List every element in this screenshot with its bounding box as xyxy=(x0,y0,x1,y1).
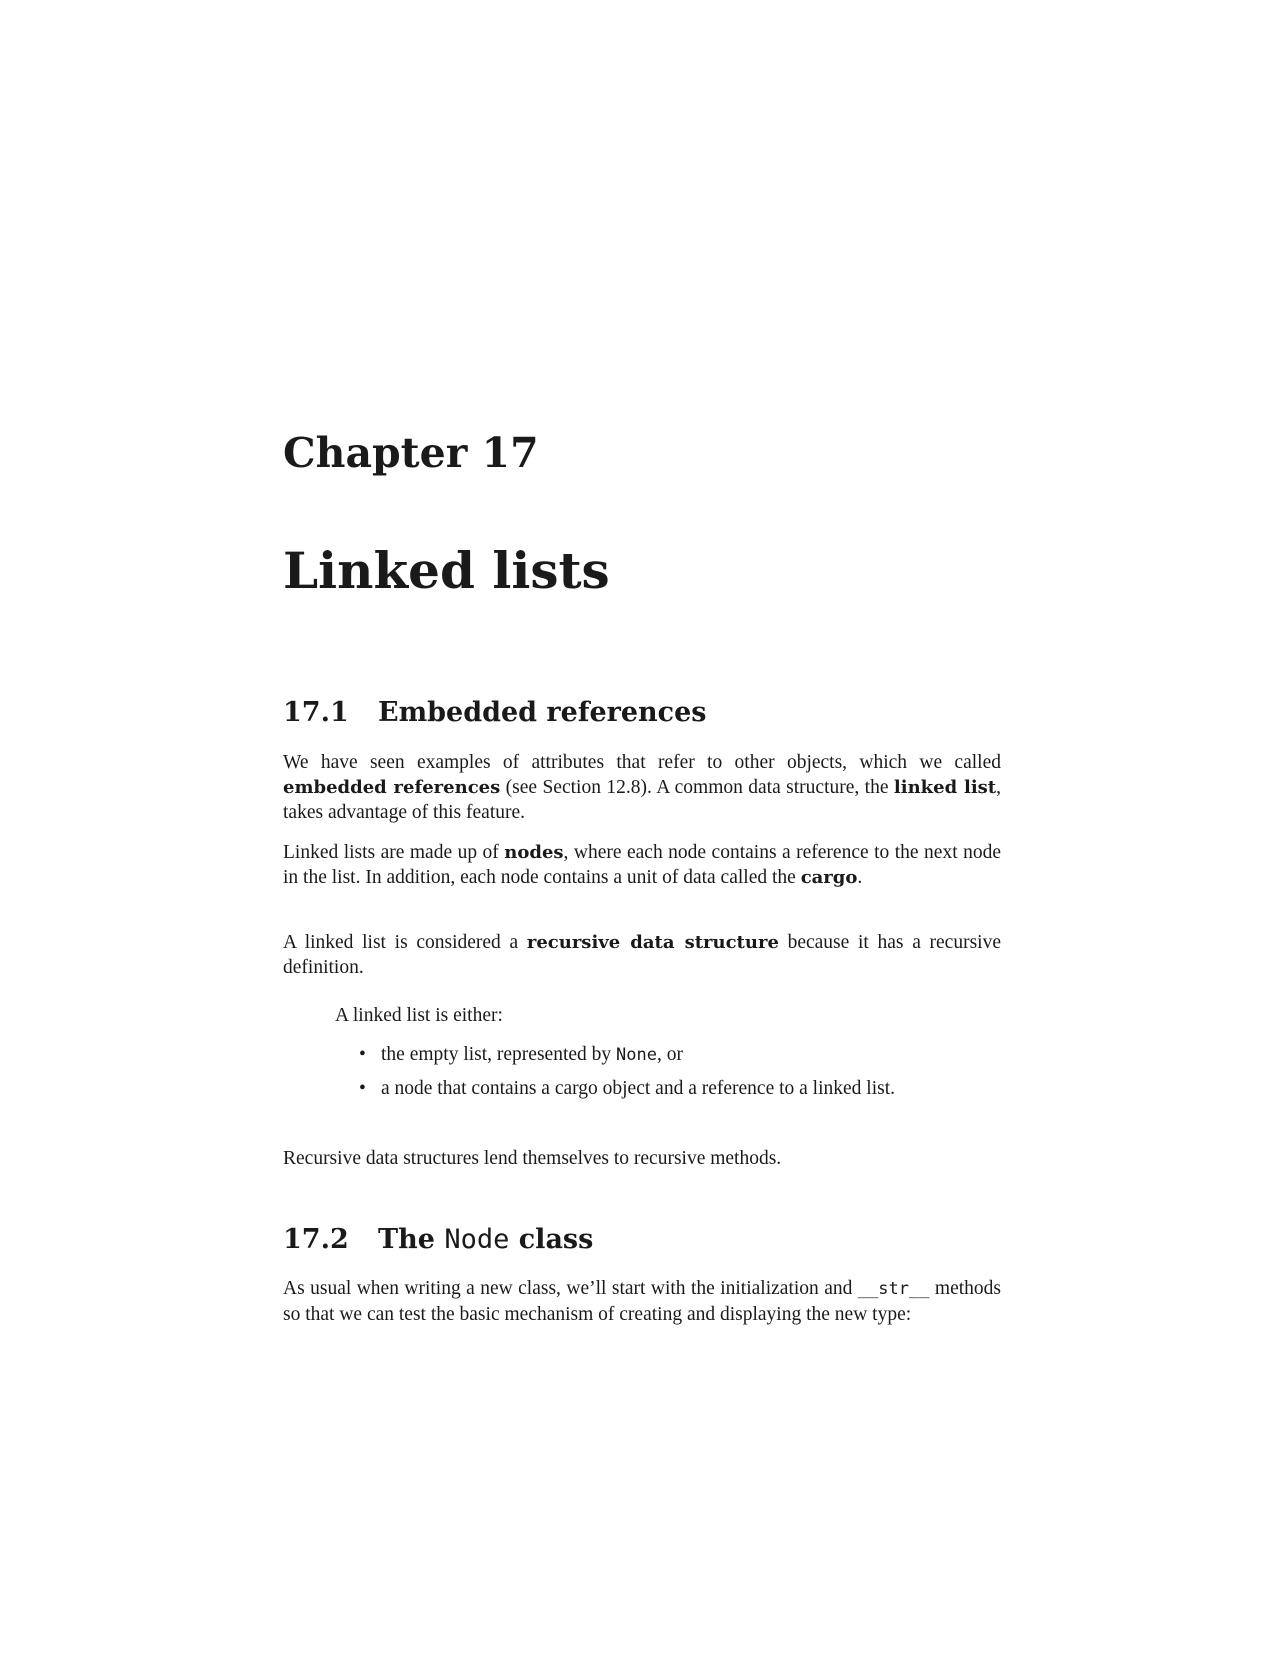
text-run: because it has a recursive definition. xyxy=(283,932,1001,978)
text-run: , or xyxy=(656,1044,683,1065)
text-run: , where each node contains a reference to the next node in the list. In addition, each node contains a unit of data called the xyxy=(283,842,1001,888)
section-title-code: Node xyxy=(444,1224,510,1255)
paragraph-embedded-references xyxy=(283,750,1001,825)
list-item xyxy=(335,1076,950,1101)
section-title-prefix: The xyxy=(378,1224,445,1255)
text-run: We have seen examples of attributes that refer to other objects, which we called xyxy=(283,752,1001,773)
term-recursive-data-structure: recursive data structure xyxy=(526,932,779,953)
term-embedded-references: embedded references xyxy=(283,777,501,798)
definition-intro: A linked list is either: xyxy=(335,1005,503,1026)
list-item xyxy=(335,1042,950,1068)
text-run: Linked lists are made up of xyxy=(283,842,505,863)
text-run: a node that contains a cargo object and a reference to a linked list. xyxy=(381,1078,896,1099)
section-title: Embedded references xyxy=(378,697,707,728)
term-cargo: cargo xyxy=(800,867,858,888)
paragraph-recursive-structure xyxy=(283,930,1001,980)
text-run: A linked list is considered a xyxy=(283,932,527,953)
code-none: None xyxy=(616,1045,657,1065)
text-run: methods so that we can test the basic mechanism of creating and displaying the new type: xyxy=(283,1278,1001,1325)
definition-list xyxy=(335,1042,950,1109)
code-str-method: __str__ xyxy=(857,1279,930,1299)
term-linked-list: linked list xyxy=(893,777,997,798)
bullet-icon: • xyxy=(359,1044,366,1065)
paragraph-node-class-intro xyxy=(283,1276,1001,1327)
section-heading-17-2 xyxy=(283,1223,593,1257)
section-heading-17-1 xyxy=(283,696,706,730)
term-nodes: nodes xyxy=(504,842,564,863)
bullet-icon: • xyxy=(359,1078,366,1099)
text-run: As usual when writing a new class, we’ll start with the initialization and xyxy=(283,1278,858,1299)
paragraph-recursive-methods: Recursive data structures lend themselves to recursive methods. xyxy=(283,1148,782,1169)
chapter-label: Chapter 17 xyxy=(283,429,539,477)
text-run: (see Section 12.8). A common data structure, the xyxy=(500,777,894,798)
text-run: the empty list, represented by xyxy=(381,1044,617,1065)
section-number: 17.2 xyxy=(283,1224,349,1255)
book-page xyxy=(283,0,1001,1656)
text-run: , takes advantage of this feature. xyxy=(283,777,1001,823)
section-title-suffix: class xyxy=(509,1224,594,1255)
paragraph-nodes xyxy=(283,840,1001,890)
text-run: . xyxy=(857,867,863,888)
section-number: 17.1 xyxy=(283,697,349,728)
chapter-title: Linked lists xyxy=(283,541,610,600)
